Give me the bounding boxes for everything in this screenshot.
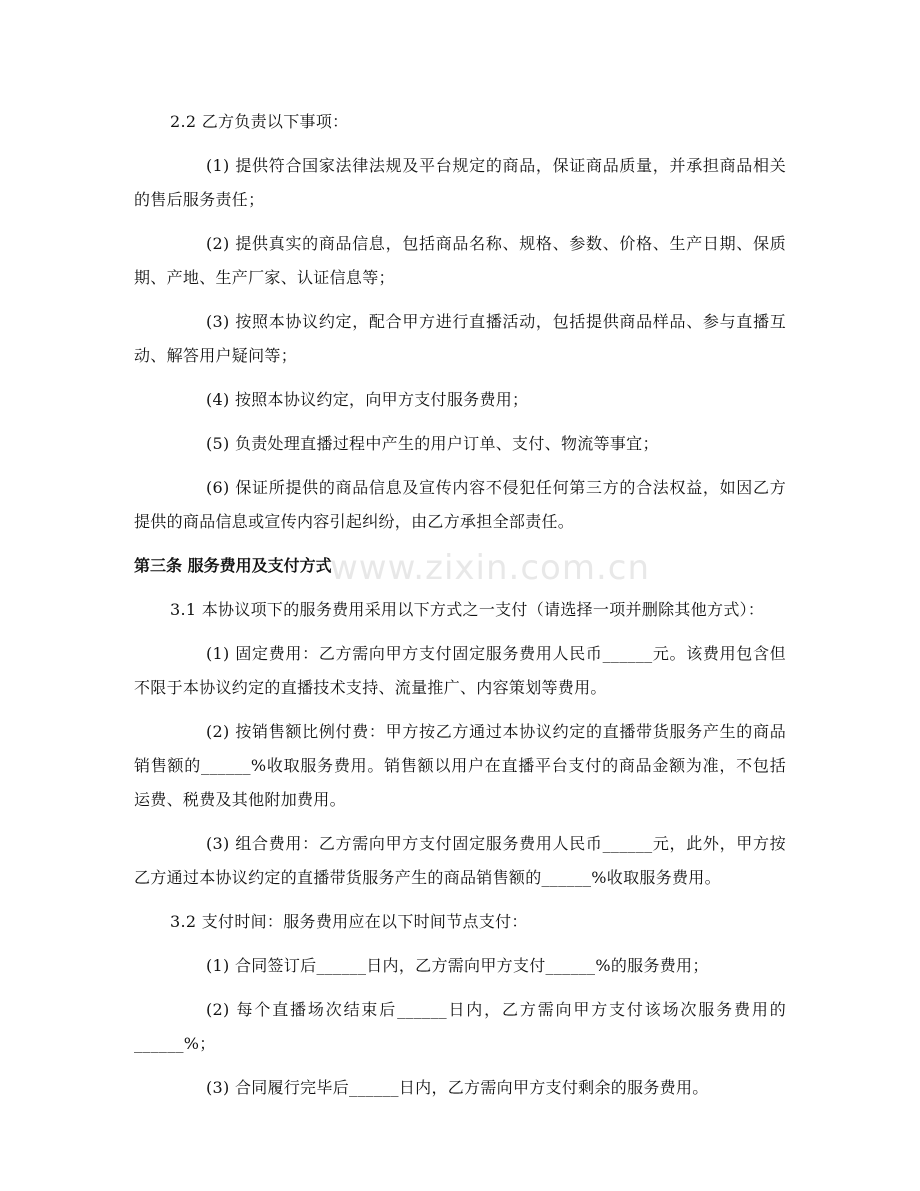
- clause-3-2: 3.2 支付时间：服务费用应在以下时间节点支付：: [170, 912, 528, 931]
- clause-2-2-item-1: (1) 提供符合国家法律法规及平台规定的商品，保证商品质量，并承担商品相关的售后服务责任；: [134, 156, 786, 209]
- clause-3-2-item-3: (3) 合同履行完毕后______日内，乙方需向甲方支付剩余的服务费用。: [206, 1078, 709, 1097]
- clause-3-2-item-1: (1) 合同签订后______日内，乙方需向甲方支付______%的服务费用；: [206, 956, 709, 975]
- clause-2-2-item-6: (6) 保证所提供的商品信息及宣传内容不侵犯任何第三方的合法权益，如因乙方提供的商品信息或宣传内容引起纠纷，由乙方承担全部责任。: [134, 478, 786, 531]
- clause-2-2-item-4: (4) 按照本协议约定，向甲方支付服务费用；: [206, 390, 529, 409]
- clause-2-2-item-2: (2) 提供真实的商品信息，包括商品名称、规格、参数、价格、生产日期、保质期、产地、生产厂家、认证信息等；: [134, 234, 786, 287]
- clause-3-2-item-2: (2) 每个直播场次结束后______日内，乙方需向甲方支付该场次服务费用的______%；: [134, 1000, 786, 1053]
- clause-3-1-item-1: (1) 固定费用：乙方需向甲方支付固定服务费用人民币______元。该费用包含但不限于本协议约定的直播技术支持、流量推广、内容策划等费用。: [134, 644, 786, 697]
- clause-2-2-item-5: (5) 负责处理直播过程中产生的用户订单、支付、物流等事宜；: [206, 434, 659, 453]
- document-body: [134, 105, 786, 1115]
- watermark: www.zixin.com.cn: [330, 548, 650, 588]
- clause-3-1-item-3: (3) 组合费用：乙方需向甲方支付固定服务费用人民币______元，此外，甲方按乙方通过本协议约定的直播带货服务产生的商品销售额的______%收取服务费用。: [134, 834, 786, 887]
- clause-2-2-item-3: (3) 按照本协议约定，配合甲方进行直播活动，包括提供商品样品、参与直播互动、解答用户疑问等；: [134, 312, 786, 365]
- clause-3-1-item-2: (2) 按销售额比例付费：甲方按乙方通过本协议约定的直播带货服务产生的商品销售额的______%收取服务费用。销售额以用户在直播平台支付的商品金额为准，不包括运费、税费及其他附加费用。: [134, 722, 786, 809]
- clause-2-2: 2.2 乙方负责以下事项：: [170, 112, 349, 131]
- section-title-article-3: 第三条 服务费用及支付方式: [134, 556, 332, 575]
- clause-3-1: 3.1 本协议项下的服务费用采用以下方式之一支付（请选择一项并删除其他方式）：: [170, 600, 765, 619]
